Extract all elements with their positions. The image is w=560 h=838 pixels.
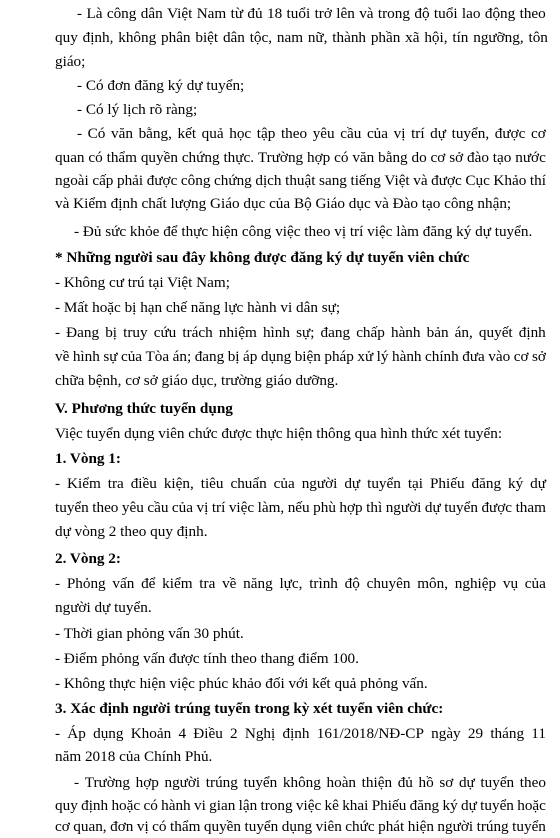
section-heading: V. Phương thức tuyển dụng bbox=[55, 400, 233, 417]
paragraph-line: người dự tuyển. bbox=[55, 599, 152, 616]
paragraph-line: quy định hoặc có hành vi gian lận trong việc kê khai Phiếu đăng ký dự tuyển hoặc bbox=[55, 797, 546, 814]
paragraph-line: - Kiểm tra điều kiện, tiêu chuẩn của người dự tuyển tại Phiếu đăng ký dự bbox=[55, 475, 546, 492]
paragraph-line: ngoài cấp phải được công chứng dịch thuật sang tiếng Việt và được Cục Khảo thí bbox=[55, 172, 546, 189]
paragraph-line: cơ quan, đơn vị có thẩm quyền tuyển dụng viên chức phát hiện người trúng tuyển bbox=[55, 818, 546, 835]
paragraph-line: - Có văn bằng, kết quả học tập theo yêu cầu của vị trí dự tuyển, được cơ bbox=[77, 125, 546, 142]
paragraph-line: và Kiểm định chất lượng Giáo dục của Bộ Giáo dục và Đào tạo công nhận; bbox=[55, 195, 512, 212]
paragraph-line: dự vòng 2 theo quy định. bbox=[55, 523, 208, 540]
paragraph-line: - Phỏng vấn để kiểm tra về năng lực, trình độ chuyên môn, nghiệp vụ của bbox=[55, 575, 546, 592]
paragraph-line: quy định, không phân biệt dân tộc, nam nữ, thành phần xã hội, tín ngưỡng, tôn bbox=[55, 29, 548, 46]
paragraph-line: - Thời gian phỏng vấn 30 phút. bbox=[55, 625, 244, 642]
subsection-heading: 1. Vòng 1: bbox=[55, 450, 121, 467]
paragraph-line: tuyển theo yêu cầu của vị trí việc làm, nếu phù hợp thì người dự tuyển được tham bbox=[55, 499, 546, 516]
paragraph-line: chữa bệnh, cơ sở giáo dục, trường giáo dưỡng. bbox=[55, 372, 339, 389]
paragraph-line: - Không cư trú tại Việt Nam; bbox=[55, 274, 230, 291]
paragraph-line: - Là công dân Việt Nam từ đủ 18 tuổi trở lên và trong độ tuổi lao động theo bbox=[77, 5, 546, 22]
paragraph-line: - Đang bị truy cứu trách nhiệm hình sự; đang chấp hành bản án, quyết định bbox=[55, 324, 546, 341]
subsection-heading: 3. Xác định người trúng tuyển trong kỳ xét tuyển viên chức: bbox=[55, 700, 444, 717]
subsection-heading: 2. Vòng 2: bbox=[55, 550, 121, 567]
paragraph-line: - Không thực hiện việc phúc khảo đối với kết quả phỏng vấn. bbox=[55, 675, 428, 692]
paragraph-line: năm 2018 của Chính Phủ. bbox=[55, 748, 213, 765]
paragraph-line: - Điểm phỏng vấn được tính theo thang điểm 100. bbox=[55, 650, 359, 667]
paragraph-line: - Trường hợp người trúng tuyển không hoàn thiện đủ hồ sơ dự tuyển theo bbox=[74, 774, 546, 791]
paragraph-line: - Đủ sức khỏe để thực hiện công việc theo vị trí việc làm đăng ký dự tuyển. bbox=[74, 223, 533, 240]
paragraph-line: - Áp dụng Khoản 4 Điều 2 Nghị định 161/2018/NĐ-CP ngày 29 tháng 11 bbox=[55, 725, 546, 742]
paragraph-line: - Có đơn đăng ký dự tuyển; bbox=[77, 77, 245, 94]
paragraph-line: giáo; bbox=[55, 53, 86, 70]
paragraph-line: - Có lý lịch rõ ràng; bbox=[77, 101, 198, 118]
paragraph-line: quan có thẩm quyền chứng thực. Trường hợp có văn bằng do cơ sở đào tạo nước bbox=[55, 149, 546, 166]
paragraph-line: về hình sự của Tòa án; đang bị áp dụng biện pháp xử lý hành chính đưa vào cơ sở bbox=[55, 348, 546, 365]
section-heading: * Những người sau đây không được đăng ký dự tuyển viên chức bbox=[55, 249, 470, 266]
paragraph-line: Việc tuyển dụng viên chức được thực hiện thông qua hình thức xét tuyển: bbox=[55, 425, 503, 442]
paragraph-line: - Mất hoặc bị hạn chế năng lực hành vi dân sự; bbox=[55, 299, 341, 316]
